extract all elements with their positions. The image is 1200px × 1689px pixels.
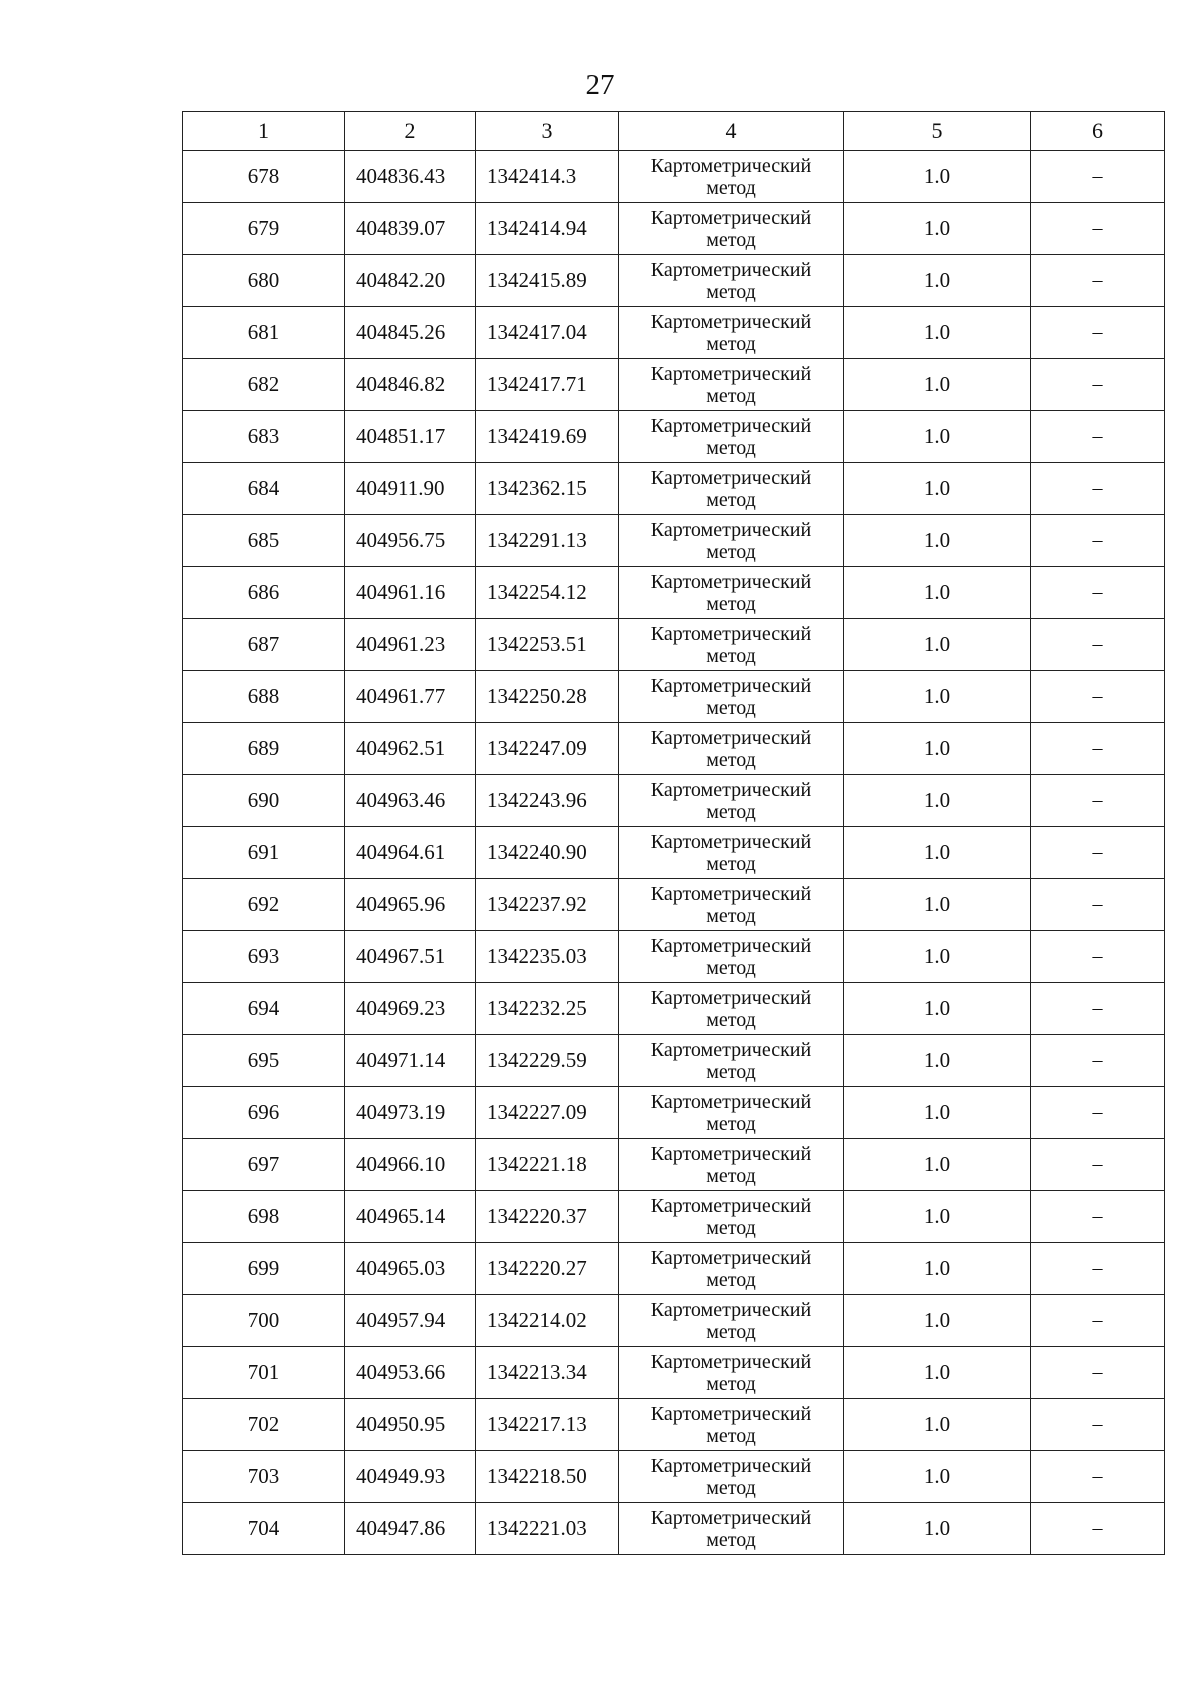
header-cell-2: 2: [345, 112, 476, 151]
method-cell: [619, 1243, 844, 1295]
point-number-cell: 700: [183, 1295, 345, 1347]
point-number-cell: 690: [183, 775, 345, 827]
y-coordinate-cell: 1342362.15: [476, 463, 619, 515]
accuracy-cell: 1.0: [844, 671, 1031, 723]
method-cell: [619, 1191, 844, 1243]
table-row: [183, 983, 1165, 1035]
method-cell: [619, 1087, 844, 1139]
point-number-cell: 692: [183, 879, 345, 931]
point-number-cell: 693: [183, 931, 345, 983]
table-row: [183, 203, 1165, 255]
point-number-cell: 695: [183, 1035, 345, 1087]
y-coordinate-cell: 1342291.13: [476, 515, 619, 567]
table-row: [183, 307, 1165, 359]
table-row: [183, 619, 1165, 671]
method-line-1: Картометрический: [650, 1298, 812, 1321]
method-cell: [619, 411, 844, 463]
x-coordinate-cell: 404836.43: [345, 151, 476, 203]
method-cell: [619, 463, 844, 515]
x-coordinate-cell: 404846.82: [345, 359, 476, 411]
y-coordinate-cell: 1342232.25: [476, 983, 619, 1035]
method-line-1: Картометрический: [650, 466, 812, 489]
y-coordinate-cell: 1342218.50: [476, 1451, 619, 1503]
method-cell: [619, 1295, 844, 1347]
method-cell: [619, 359, 844, 411]
method-line-1: Картометрический: [650, 1038, 812, 1061]
note-cell: –: [1031, 567, 1165, 619]
method-cell: [619, 1503, 844, 1555]
y-coordinate-cell: 1342237.92: [476, 879, 619, 931]
table-row: [183, 1347, 1165, 1399]
method-line-2: метод: [706, 800, 756, 823]
header-row: [183, 112, 1165, 151]
note-cell: –: [1031, 1191, 1165, 1243]
table-row: [183, 671, 1165, 723]
method-line-1: Картометрический: [650, 986, 812, 1009]
method-line-1: Картометрический: [650, 674, 812, 697]
method-line-2: метод: [706, 644, 756, 667]
y-coordinate-cell: 1342229.59: [476, 1035, 619, 1087]
note-cell: –: [1031, 671, 1165, 723]
method-line-2: метод: [706, 1372, 756, 1395]
y-coordinate-cell: 1342227.09: [476, 1087, 619, 1139]
note-cell: –: [1031, 1139, 1165, 1191]
method-line-2: метод: [706, 384, 756, 407]
method-line-2: метод: [706, 904, 756, 927]
x-coordinate-cell: 404969.23: [345, 983, 476, 1035]
method-line-2: метод: [706, 228, 756, 251]
point-number-cell: 694: [183, 983, 345, 1035]
x-coordinate-cell: 404950.95: [345, 1399, 476, 1451]
method-line-1: Картометрический: [650, 1090, 812, 1113]
method-line-1: Картометрический: [650, 206, 812, 229]
point-number-cell: 697: [183, 1139, 345, 1191]
y-coordinate-cell: 1342414.3: [476, 151, 619, 203]
y-coordinate-cell: 1342253.51: [476, 619, 619, 671]
method-line-2: метод: [706, 176, 756, 199]
method-line-1: Картометрический: [650, 1402, 812, 1425]
y-coordinate-cell: 1342220.27: [476, 1243, 619, 1295]
method-cell: [619, 307, 844, 359]
accuracy-cell: 1.0: [844, 879, 1031, 931]
note-cell: –: [1031, 879, 1165, 931]
note-cell: –: [1031, 151, 1165, 203]
note-cell: –: [1031, 1087, 1165, 1139]
method-line-2: метод: [706, 1008, 756, 1031]
method-cell: [619, 671, 844, 723]
coordinates-table: [182, 111, 1165, 1555]
method-cell: [619, 567, 844, 619]
method-cell: [619, 827, 844, 879]
note-cell: –: [1031, 463, 1165, 515]
method-cell: [619, 255, 844, 307]
method-line-1: Картометрический: [650, 622, 812, 645]
table-row: [183, 827, 1165, 879]
y-coordinate-cell: 1342247.09: [476, 723, 619, 775]
method-line-1: Картометрический: [650, 1454, 812, 1477]
method-cell: [619, 879, 844, 931]
accuracy-cell: 1.0: [844, 1399, 1031, 1451]
table-row: [183, 463, 1165, 515]
point-number-cell: 680: [183, 255, 345, 307]
x-coordinate-cell: 404967.51: [345, 931, 476, 983]
method-line-1: Картометрический: [650, 570, 812, 593]
accuracy-cell: 1.0: [844, 827, 1031, 879]
note-cell: –: [1031, 255, 1165, 307]
accuracy-cell: 1.0: [844, 567, 1031, 619]
point-number-cell: 691: [183, 827, 345, 879]
x-coordinate-cell: 404966.10: [345, 1139, 476, 1191]
accuracy-cell: 1.0: [844, 1347, 1031, 1399]
point-number-cell: 684: [183, 463, 345, 515]
table-row: [183, 1243, 1165, 1295]
table-row: [183, 723, 1165, 775]
method-line-1: Картометрический: [650, 258, 812, 281]
note-cell: –: [1031, 307, 1165, 359]
point-number-cell: 702: [183, 1399, 345, 1451]
method-line-1: Картометрический: [650, 1194, 812, 1217]
method-line-2: метод: [706, 696, 756, 719]
y-coordinate-cell: 1342419.69: [476, 411, 619, 463]
x-coordinate-cell: 404851.17: [345, 411, 476, 463]
table-row: [183, 515, 1165, 567]
y-coordinate-cell: 1342250.28: [476, 671, 619, 723]
method-line-2: метод: [706, 488, 756, 511]
method-line-1: Картометрический: [650, 882, 812, 905]
accuracy-cell: 1.0: [844, 359, 1031, 411]
x-coordinate-cell: 404842.20: [345, 255, 476, 307]
point-number-cell: 683: [183, 411, 345, 463]
point-number-cell: 685: [183, 515, 345, 567]
method-line-1: Картометрический: [650, 362, 812, 385]
accuracy-cell: 1.0: [844, 931, 1031, 983]
method-cell: [619, 1035, 844, 1087]
header-cell-4: 4: [619, 112, 844, 151]
y-coordinate-cell: 1342217.13: [476, 1399, 619, 1451]
header-cell-1: 1: [183, 112, 345, 151]
x-coordinate-cell: 404961.77: [345, 671, 476, 723]
method-cell: [619, 619, 844, 671]
point-number-cell: 698: [183, 1191, 345, 1243]
method-line-2: метод: [706, 1528, 756, 1551]
y-coordinate-cell: 1342240.90: [476, 827, 619, 879]
table-row: [183, 1295, 1165, 1347]
method-line-1: Картометрический: [650, 1350, 812, 1373]
table-row: [183, 1035, 1165, 1087]
note-cell: –: [1031, 359, 1165, 411]
method-line-2: метод: [706, 1268, 756, 1291]
point-number-cell: 681: [183, 307, 345, 359]
method-line-2: метод: [706, 280, 756, 303]
method-cell: [619, 515, 844, 567]
y-coordinate-cell: 1342220.37: [476, 1191, 619, 1243]
accuracy-cell: 1.0: [844, 255, 1031, 307]
point-number-cell: 701: [183, 1347, 345, 1399]
x-coordinate-cell: 404947.86: [345, 1503, 476, 1555]
point-number-cell: 704: [183, 1503, 345, 1555]
x-coordinate-cell: 404965.96: [345, 879, 476, 931]
table-row: [183, 931, 1165, 983]
method-cell: [619, 1451, 844, 1503]
table-row: [183, 1087, 1165, 1139]
table-row: [183, 1139, 1165, 1191]
method-line-1: Картометрический: [650, 778, 812, 801]
x-coordinate-cell: 404965.14: [345, 1191, 476, 1243]
note-cell: –: [1031, 1503, 1165, 1555]
table-body: [183, 151, 1165, 1555]
method-line-2: метод: [706, 1216, 756, 1239]
y-coordinate-cell: 1342414.94: [476, 203, 619, 255]
y-coordinate-cell: 1342214.02: [476, 1295, 619, 1347]
y-coordinate-cell: 1342417.04: [476, 307, 619, 359]
method-cell: [619, 203, 844, 255]
note-cell: –: [1031, 775, 1165, 827]
accuracy-cell: 1.0: [844, 1503, 1031, 1555]
method-cell: [619, 775, 844, 827]
table-row: [183, 879, 1165, 931]
method-line-2: метод: [706, 332, 756, 355]
method-line-2: метод: [706, 1424, 756, 1447]
accuracy-cell: 1.0: [844, 151, 1031, 203]
point-number-cell: 688: [183, 671, 345, 723]
note-cell: –: [1031, 411, 1165, 463]
y-coordinate-cell: 1342243.96: [476, 775, 619, 827]
point-number-cell: 687: [183, 619, 345, 671]
method-line-2: метод: [706, 1476, 756, 1499]
page-number: 27: [585, 69, 615, 101]
note-cell: –: [1031, 619, 1165, 671]
point-number-cell: 678: [183, 151, 345, 203]
accuracy-cell: 1.0: [844, 1451, 1031, 1503]
method-line-2: метод: [706, 592, 756, 615]
method-line-1: Картометрический: [650, 1142, 812, 1165]
point-number-cell: 699: [183, 1243, 345, 1295]
note-cell: –: [1031, 723, 1165, 775]
method-cell: [619, 1399, 844, 1451]
method-line-1: Картометрический: [650, 1246, 812, 1269]
header-cell-6: 6: [1031, 112, 1165, 151]
x-coordinate-cell: 404964.61: [345, 827, 476, 879]
accuracy-cell: 1.0: [844, 307, 1031, 359]
table-row: [183, 567, 1165, 619]
table-row: [183, 1451, 1165, 1503]
method-line-1: Картометрический: [650, 726, 812, 749]
method-line-1: Картометрический: [650, 830, 812, 853]
accuracy-cell: 1.0: [844, 723, 1031, 775]
table-row: [183, 1503, 1165, 1555]
method-cell: [619, 151, 844, 203]
table-row: [183, 255, 1165, 307]
note-cell: –: [1031, 1399, 1165, 1451]
method-line-1: Картометрический: [650, 1506, 812, 1529]
accuracy-cell: 1.0: [844, 983, 1031, 1035]
accuracy-cell: 1.0: [844, 1243, 1031, 1295]
point-number-cell: 696: [183, 1087, 345, 1139]
x-coordinate-cell: 404949.93: [345, 1451, 476, 1503]
x-coordinate-cell: 404963.46: [345, 775, 476, 827]
method-line-2: метод: [706, 436, 756, 459]
x-coordinate-cell: 404911.90: [345, 463, 476, 515]
method-line-1: Картометрический: [650, 414, 812, 437]
note-cell: –: [1031, 1451, 1165, 1503]
note-cell: –: [1031, 983, 1165, 1035]
table-row: [183, 775, 1165, 827]
table-row: [183, 151, 1165, 203]
accuracy-cell: 1.0: [844, 203, 1031, 255]
accuracy-cell: 1.0: [844, 1035, 1031, 1087]
note-cell: –: [1031, 1035, 1165, 1087]
method-line-2: метод: [706, 1164, 756, 1187]
note-cell: –: [1031, 1295, 1165, 1347]
x-coordinate-cell: 404973.19: [345, 1087, 476, 1139]
x-coordinate-cell: 404957.94: [345, 1295, 476, 1347]
y-coordinate-cell: 1342254.12: [476, 567, 619, 619]
x-coordinate-cell: 404962.51: [345, 723, 476, 775]
y-coordinate-cell: 1342415.89: [476, 255, 619, 307]
method-line-2: метод: [706, 956, 756, 979]
method-cell: [619, 931, 844, 983]
note-cell: –: [1031, 931, 1165, 983]
y-coordinate-cell: 1342235.03: [476, 931, 619, 983]
header-cell-5: 5: [844, 112, 1031, 151]
method-line-1: Картометрический: [650, 154, 812, 177]
method-line-2: метод: [706, 1320, 756, 1343]
table-row: [183, 1191, 1165, 1243]
x-coordinate-cell: 404965.03: [345, 1243, 476, 1295]
point-number-cell: 689: [183, 723, 345, 775]
method-cell: [619, 723, 844, 775]
note-cell: –: [1031, 515, 1165, 567]
accuracy-cell: 1.0: [844, 515, 1031, 567]
table-row: [183, 1399, 1165, 1451]
x-coordinate-cell: 404971.14: [345, 1035, 476, 1087]
y-coordinate-cell: 1342417.71: [476, 359, 619, 411]
method-line-1: Картометрический: [650, 310, 812, 333]
accuracy-cell: 1.0: [844, 411, 1031, 463]
method-line-2: метод: [706, 1112, 756, 1135]
header-cell-3: 3: [476, 112, 619, 151]
x-coordinate-cell: 404961.16: [345, 567, 476, 619]
method-cell: [619, 1139, 844, 1191]
point-number-cell: 682: [183, 359, 345, 411]
point-number-cell: 679: [183, 203, 345, 255]
x-coordinate-cell: 404961.23: [345, 619, 476, 671]
method-line-1: Картометрический: [650, 934, 812, 957]
method-line-2: метод: [706, 540, 756, 563]
x-coordinate-cell: 404845.26: [345, 307, 476, 359]
accuracy-cell: 1.0: [844, 463, 1031, 515]
accuracy-cell: 1.0: [844, 1139, 1031, 1191]
x-coordinate-cell: 404839.07: [345, 203, 476, 255]
table-row: [183, 359, 1165, 411]
x-coordinate-cell: 404956.75: [345, 515, 476, 567]
accuracy-cell: 1.0: [844, 1295, 1031, 1347]
x-coordinate-cell: 404953.66: [345, 1347, 476, 1399]
note-cell: –: [1031, 203, 1165, 255]
method-line-2: метод: [706, 852, 756, 875]
method-cell: [619, 983, 844, 1035]
y-coordinate-cell: 1342221.18: [476, 1139, 619, 1191]
note-cell: –: [1031, 1243, 1165, 1295]
method-line-1: Картометрический: [650, 518, 812, 541]
point-number-cell: 686: [183, 567, 345, 619]
accuracy-cell: 1.0: [844, 619, 1031, 671]
accuracy-cell: 1.0: [844, 1191, 1031, 1243]
method-line-2: метод: [706, 748, 756, 771]
method-line-2: метод: [706, 1060, 756, 1083]
accuracy-cell: 1.0: [844, 1087, 1031, 1139]
note-cell: –: [1031, 1347, 1165, 1399]
y-coordinate-cell: 1342213.34: [476, 1347, 619, 1399]
table-row: [183, 411, 1165, 463]
accuracy-cell: 1.0: [844, 775, 1031, 827]
note-cell: –: [1031, 827, 1165, 879]
method-cell: [619, 1347, 844, 1399]
table-header: [183, 112, 1165, 151]
y-coordinate-cell: 1342221.03: [476, 1503, 619, 1555]
point-number-cell: 703: [183, 1451, 345, 1503]
